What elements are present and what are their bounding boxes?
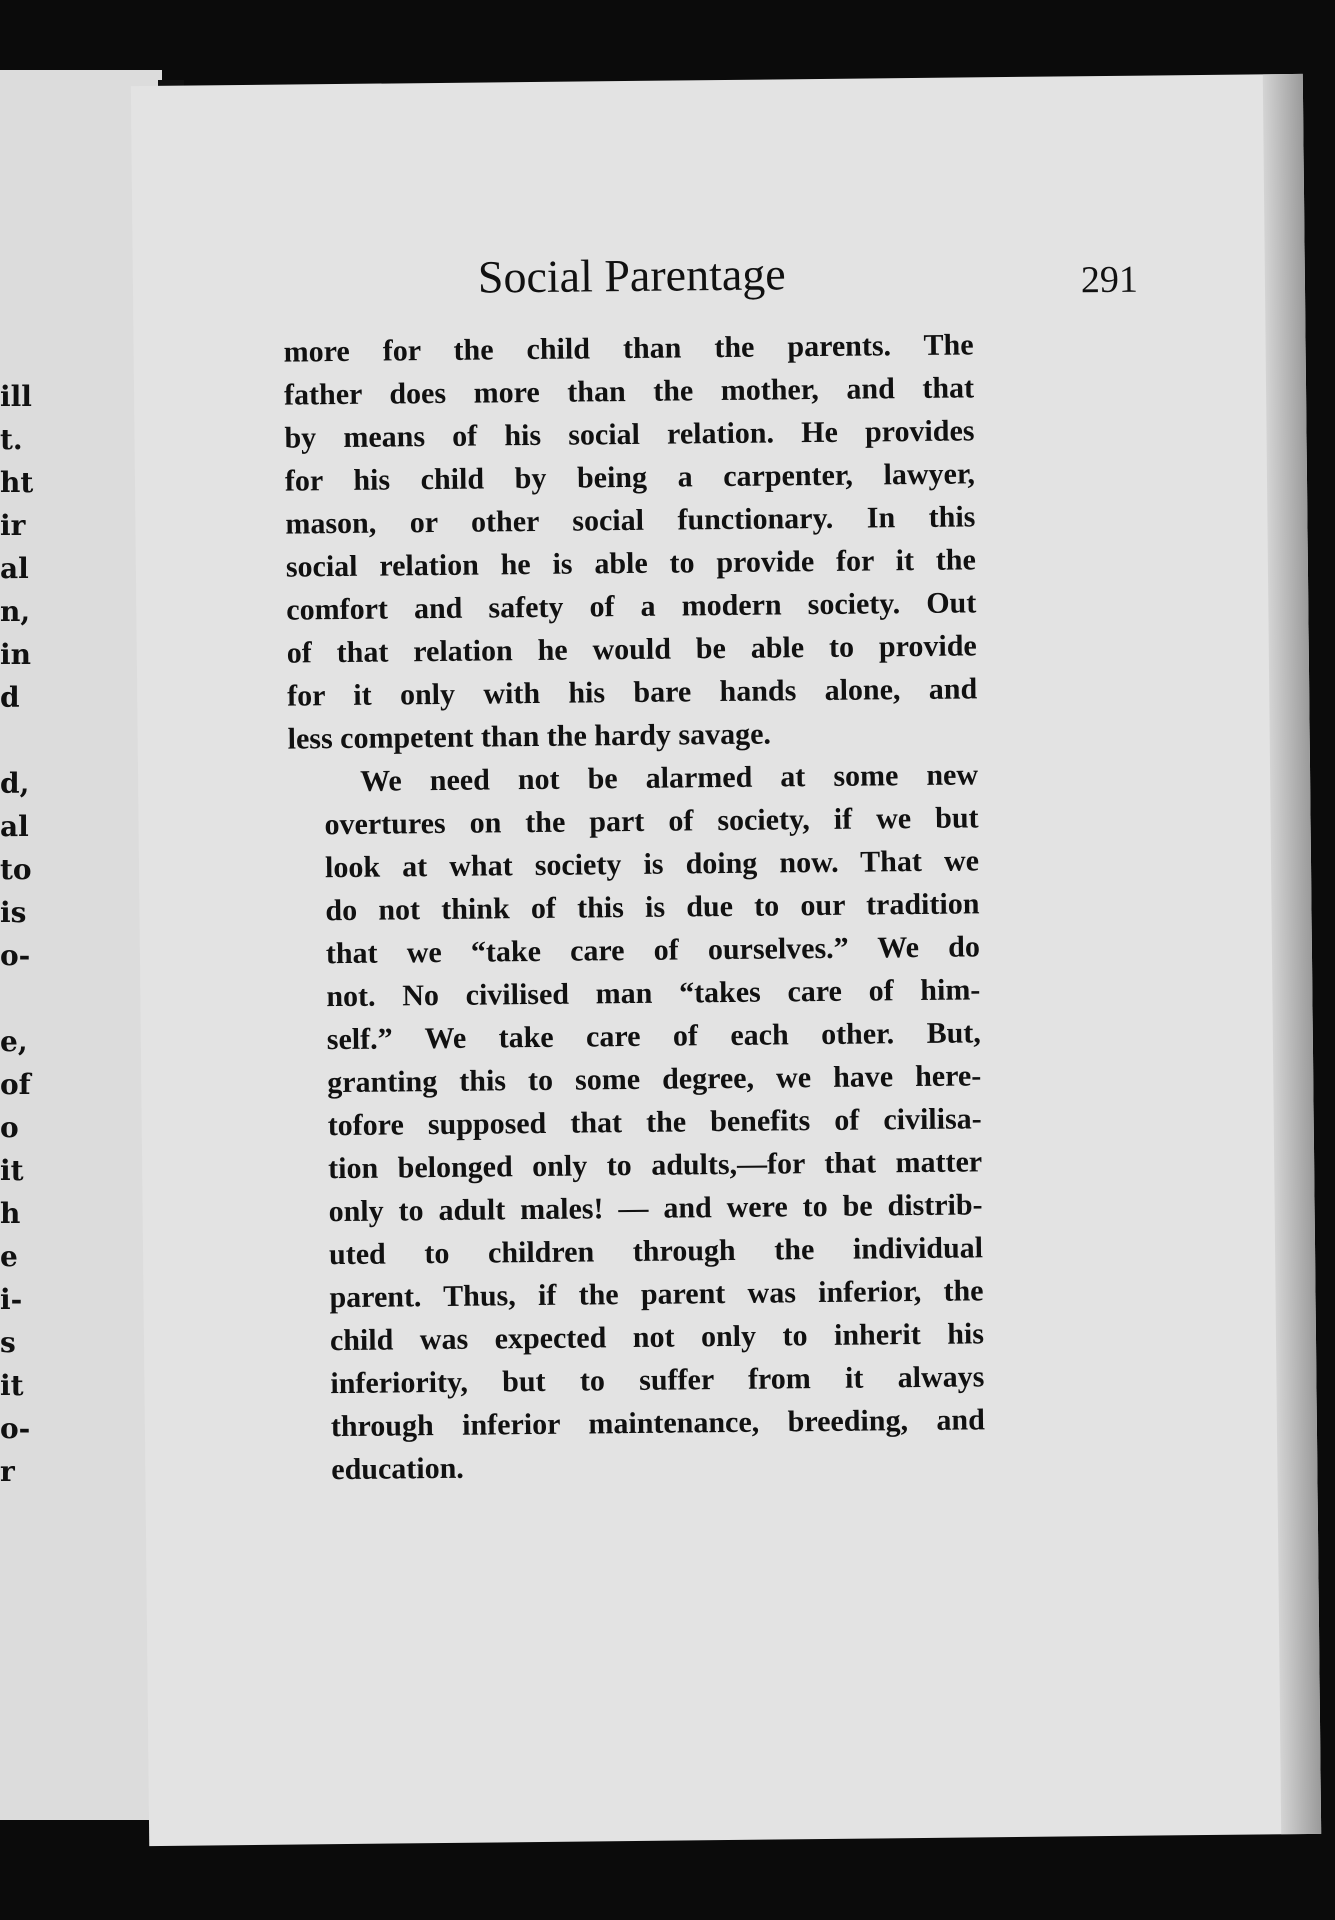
body-text (283, 323, 985, 1491)
page-header (478, 244, 1139, 321)
page-number: 291 (1080, 258, 1139, 302)
text-line: less competent than the hardy savage. (287, 717, 772, 756)
left-page-fragment: d (0, 681, 20, 714)
text-line: through inferior maintenance, breeding, and (330, 1403, 986, 1444)
text-line: child was expected not only to inherit his (329, 1317, 985, 1358)
running-head: Social Parentage (477, 248, 786, 303)
left-page-fragment: s (0, 1326, 16, 1359)
text-line: comfort and safety of a modern society. Out (286, 586, 977, 627)
left-page-fragment (0, 719, 60, 762)
left-page-fragment: to (0, 853, 32, 886)
left-page-fragment: of (0, 1068, 31, 1101)
left-page-fragment: o (0, 1111, 19, 1144)
left-page-fragment: it (0, 1369, 24, 1402)
left-page-fragment: h (0, 1197, 21, 1230)
text-line: granting this to some degree, we have here- (327, 1059, 982, 1100)
left-page-fragment (0, 977, 60, 1020)
text-line: more for the child than the parents. The (283, 328, 974, 369)
left-page-fragment: ir (0, 509, 26, 542)
text-line: We need not be alarmed at some new (359, 758, 979, 798)
text-line: not. No civilised man “takes care of him- (326, 973, 981, 1014)
left-page-fragment: t. (0, 423, 23, 456)
text-line: of that relation he would be able to provide (286, 629, 977, 670)
right-book-page (131, 74, 1321, 1846)
page-edge-shadow (1263, 74, 1321, 1834)
text-line: by means of his social relation. He provides (284, 414, 975, 455)
left-page-fragment: n, (0, 595, 31, 628)
left-page-fragment: al (0, 552, 29, 585)
left-page-fragment: e (0, 1240, 18, 1273)
left-page-fragment: ill (0, 380, 32, 413)
text-line: that we “take care of ourselves.” We do (325, 930, 981, 971)
left-page-fragment: in (0, 638, 31, 671)
text-line: for it only with his bare hands alone, and (287, 672, 978, 713)
text-line: for his child by being a carpenter, lawyer, (284, 457, 976, 498)
left-page-fragment: it (0, 1154, 24, 1187)
text-line: social relation he is able to provide for it the (285, 543, 976, 584)
left-page-fragment: o- (0, 939, 31, 972)
left-page-fragment: ht (0, 466, 34, 499)
left-page-fragment: r (0, 1455, 15, 1488)
left-page-fragment: i- (0, 1283, 23, 1316)
text-line: inferiority, but to suffer from it always (330, 1360, 985, 1401)
left-page-fragment: d, (0, 767, 30, 800)
text-line: parent. Thus, if the parent was inferior, the (329, 1274, 984, 1315)
text-line: do not think of this is due to our tradition (325, 887, 980, 928)
text-line: overtures on the part of society, if we but (324, 801, 979, 842)
text-line: uted to children through the individual (328, 1231, 984, 1272)
left-page-fragment: e, (0, 1025, 28, 1058)
left-page-fragment: al (0, 810, 29, 843)
text-line: look at what society is doing now. That we (324, 844, 980, 885)
text-line: self.” We take care of each other. But, (326, 1016, 981, 1057)
paragraph (283, 323, 977, 760)
left-page-line-fragments (0, 375, 60, 1493)
paragraph (288, 753, 986, 1491)
text-line: only to adult males! — and were to be distrib- (328, 1188, 983, 1229)
text-line: education. (331, 1451, 464, 1487)
text-line: mason, or other social functionary. In this (285, 500, 976, 541)
left-page-fragment: o- (0, 1412, 31, 1445)
text-line: father does more than the mother, and that (283, 371, 975, 412)
left-page-fragment: is (0, 896, 27, 929)
text-line: tofore supposed that the benefits of civilisa- (327, 1102, 982, 1143)
text-line: tion belonged only to adults,—for that matter (327, 1145, 983, 1186)
